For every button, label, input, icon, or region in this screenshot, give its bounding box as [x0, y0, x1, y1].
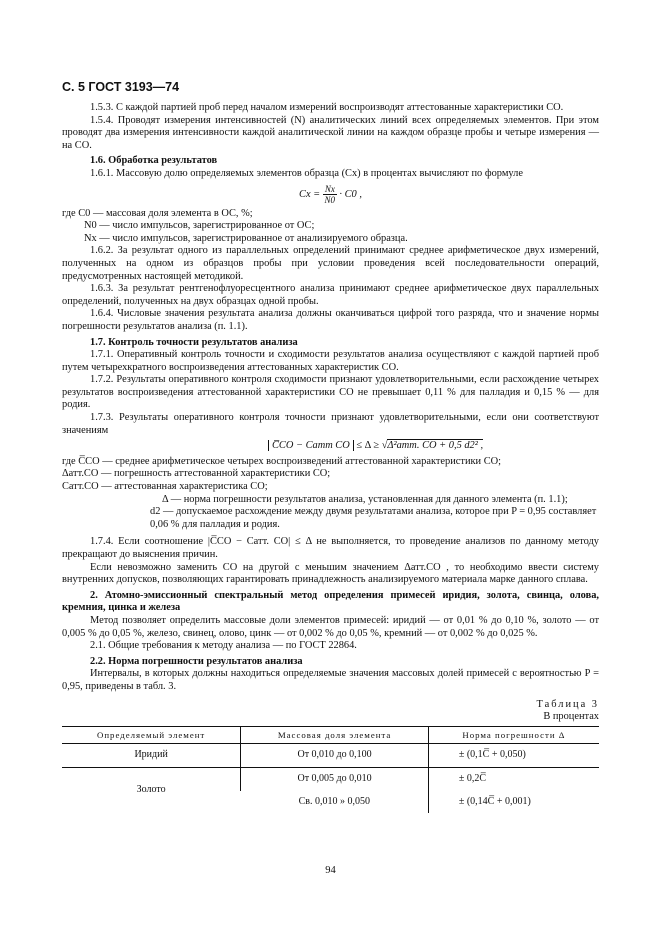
paragraph-2-1: 2.1. Общие требования к методу анализа — по ГОСТ 22864.: [90, 640, 357, 652]
formula-cx-rhs: · C0 ,: [339, 188, 362, 200]
section-heading-1-6: 1.6. Обработка результатов: [90, 155, 218, 167]
table-unit: В процентах: [543, 711, 599, 723]
section-heading-2-2: 2.2. Норма погрешности результатов анализа: [90, 655, 303, 667]
table-cell-error: ± (0,14C̅ + 0,001): [428, 791, 599, 814]
table-3: [62, 726, 599, 813]
page-header: С. 5 ГОСТ 3193—74: [62, 80, 180, 94]
formula-accuracy-root: Δ²атт. CO + 0,5 d2² ,: [387, 440, 484, 452]
definition-n0: N0 — число импульсов, зарегистрированное от ОС;: [84, 220, 315, 232]
sqrt-icon: √: [381, 440, 388, 452]
page-number: 94: [325, 865, 336, 876]
paragraph-1-6-1: 1.6.1. Массовую долю определяемых элементов образца (Cx) в процентах вычисляют по формуле: [90, 167, 523, 179]
formula-cx-fraction: [323, 184, 337, 205]
definition-nx: Nx — число импульсов, зарегистрированное от анализируемого образца.: [84, 232, 408, 244]
table-header-error: Норма погрешности Δ: [428, 726, 599, 744]
table-cell-element: Иридий: [62, 744, 241, 768]
table-caption: Таблица 3: [536, 698, 599, 710]
formula-cx: [62, 184, 599, 205]
definition-delta-att: Δатт.CO — погрешность аттестованной характеристики СО;: [62, 468, 331, 480]
paragraph-1-6-3: 1.6.3. За результат рентгенофлуоресцентного анализа принимают среднее арифметическое двух параллельных определений, полученных на двух образцах одной пробы.: [62, 283, 599, 307]
definitions-1: [62, 208, 599, 246]
paragraph-1-7-2: 1.7.2. Результаты оперативного контроля сходимости признают удовлетворительными, если расхождение четырех результатов воспроизведения аттестованной характеристики СО не превышает 0,11 % для палладия и 0,15 % — для родия.: [62, 374, 599, 411]
table-cell-mass: От 0,010 до 0,100: [241, 744, 429, 768]
paragraph-1-7-4: 1.7.4. Если соотношение |C̅CO − Cатт. CO| ≤ Δ не выполняется, то проведение анализов по данному методу прекращают до выяснения причин.: [62, 536, 599, 560]
formula-accuracy: [268, 440, 599, 453]
definition-d2: d2 — допускаемое расхождение между двумя результатами анализа, которое при P = 0,95 составляет 0,06 % для палладия и родия.: [150, 506, 597, 530]
formula-accuracy-abs: C̅CO − Cатт CO: [268, 440, 354, 451]
paragraph-replace-co: Если невозможно заменить СО на другой с меньшим значением Δатт.CO , то необходимо ввести систему внутренних допусков, позволяющих гарантировать принадлежность анализируемого материала марке данного сплава.: [62, 561, 599, 586]
section-heading-1-7: 1.7. Контроль точности результатов анализа: [90, 336, 298, 348]
definition-c-co: где C̅CO — среднее арифметическое четырех воспроизведений аттестованной характеристики СО;: [62, 455, 502, 467]
paragraph-2-intro: Метод позволяет определить массовые доли элементов примесей: иридий — от 0,01 % до 0,10 %, золото — от 0,005 % до 0,05 %, железо, свинец, олово, цинк — от 0,002 % до 0,05 %, кремний — от 0,002 % до 0,025 %.: [62, 614, 599, 639]
paragraph-1-7-1: 1.7.1. Оперативный контроль точности и сходимости результатов анализа осуществляют с каждой партией проб путем четырехкратного воспроизведения аттестованных характеристик СО.: [62, 349, 599, 373]
paragraph-1-5-4: 1.5.4. Проводят измерения интенсивностей (N) аналитических линий всех определяемых элементов. При этом проводят два измерения интенсивности каждой аналитической линии на каждом образце пробы и четыре измерения — на СО.: [62, 114, 599, 151]
section-heading-2: 2. Атомно-эмиссионный спектральный метод определения примесей иридия, золота, свинца, олова, кремния, цинка и железа: [62, 589, 599, 614]
definition-c0: где C0 — массовая доля элемента в ОС, %;: [62, 207, 253, 219]
paragraph-1-6-4: 1.6.4. Числовые значения результата анализа должны оканчиваться цифрой того разряда, что и значение нормы погрешности результатов анализа (п. 1.1).: [62, 308, 599, 332]
paragraph-1-5-3: 1.5.3. С каждой партией проб перед началом измерений воспроизводят аттестованные характеристики СО.: [90, 102, 564, 113]
table-cell-mass: Св. 0,010 » 0,050: [298, 795, 371, 807]
formula-cx-lhs: Cx =: [299, 188, 321, 200]
formula-accuracy-relation: ≤ Δ ≥: [356, 440, 380, 452]
paragraph-1-6-2: 1.6.2. За результат одного из параллельных определений принимают среднее арифметическое двух измерений, полученных на одном из образцов пробы при условии проведения всей последовательности операций, предусмотренных настоящей методикой.: [62, 245, 599, 282]
table-row: [62, 744, 599, 768]
formula-cx-numerator: Nx: [324, 183, 335, 194]
table-row: [62, 767, 599, 790]
paragraph-2-2: Интервалы, в которых должны находиться определяемые значения массовых долей примесей с вероятностью P = 0,95, приведены в табл. 3.: [62, 668, 599, 692]
definition-delta: Δ — норма погрешности результатов анализа, установленная для данного элемента (п. 1.1);: [162, 493, 568, 505]
document-body: [62, 102, 599, 813]
table-header-mass: Массовая доля элемента: [241, 726, 429, 744]
table-cell-error: ± 0,2C̅: [428, 767, 599, 790]
table-cell-error: ± (0,1C̅ + 0,050): [428, 744, 599, 768]
table-header-row: [62, 726, 599, 744]
table-cell-mass: От 0,005 до 0,010: [241, 767, 429, 790]
definitions-2: [62, 456, 599, 532]
table-cell-element: Золото: [136, 784, 166, 796]
definition-c-att: Cатт.CO — аттестованная характеристика СО;: [62, 481, 268, 493]
table-header-element: Определяемый элемент: [62, 726, 241, 744]
paragraph-1-7-3: 1.7.3. Результаты оперативного контроля точности признают удовлетворительными, если они соответствуют значениям: [62, 412, 599, 436]
formula-cx-denominator: N0: [324, 194, 336, 205]
